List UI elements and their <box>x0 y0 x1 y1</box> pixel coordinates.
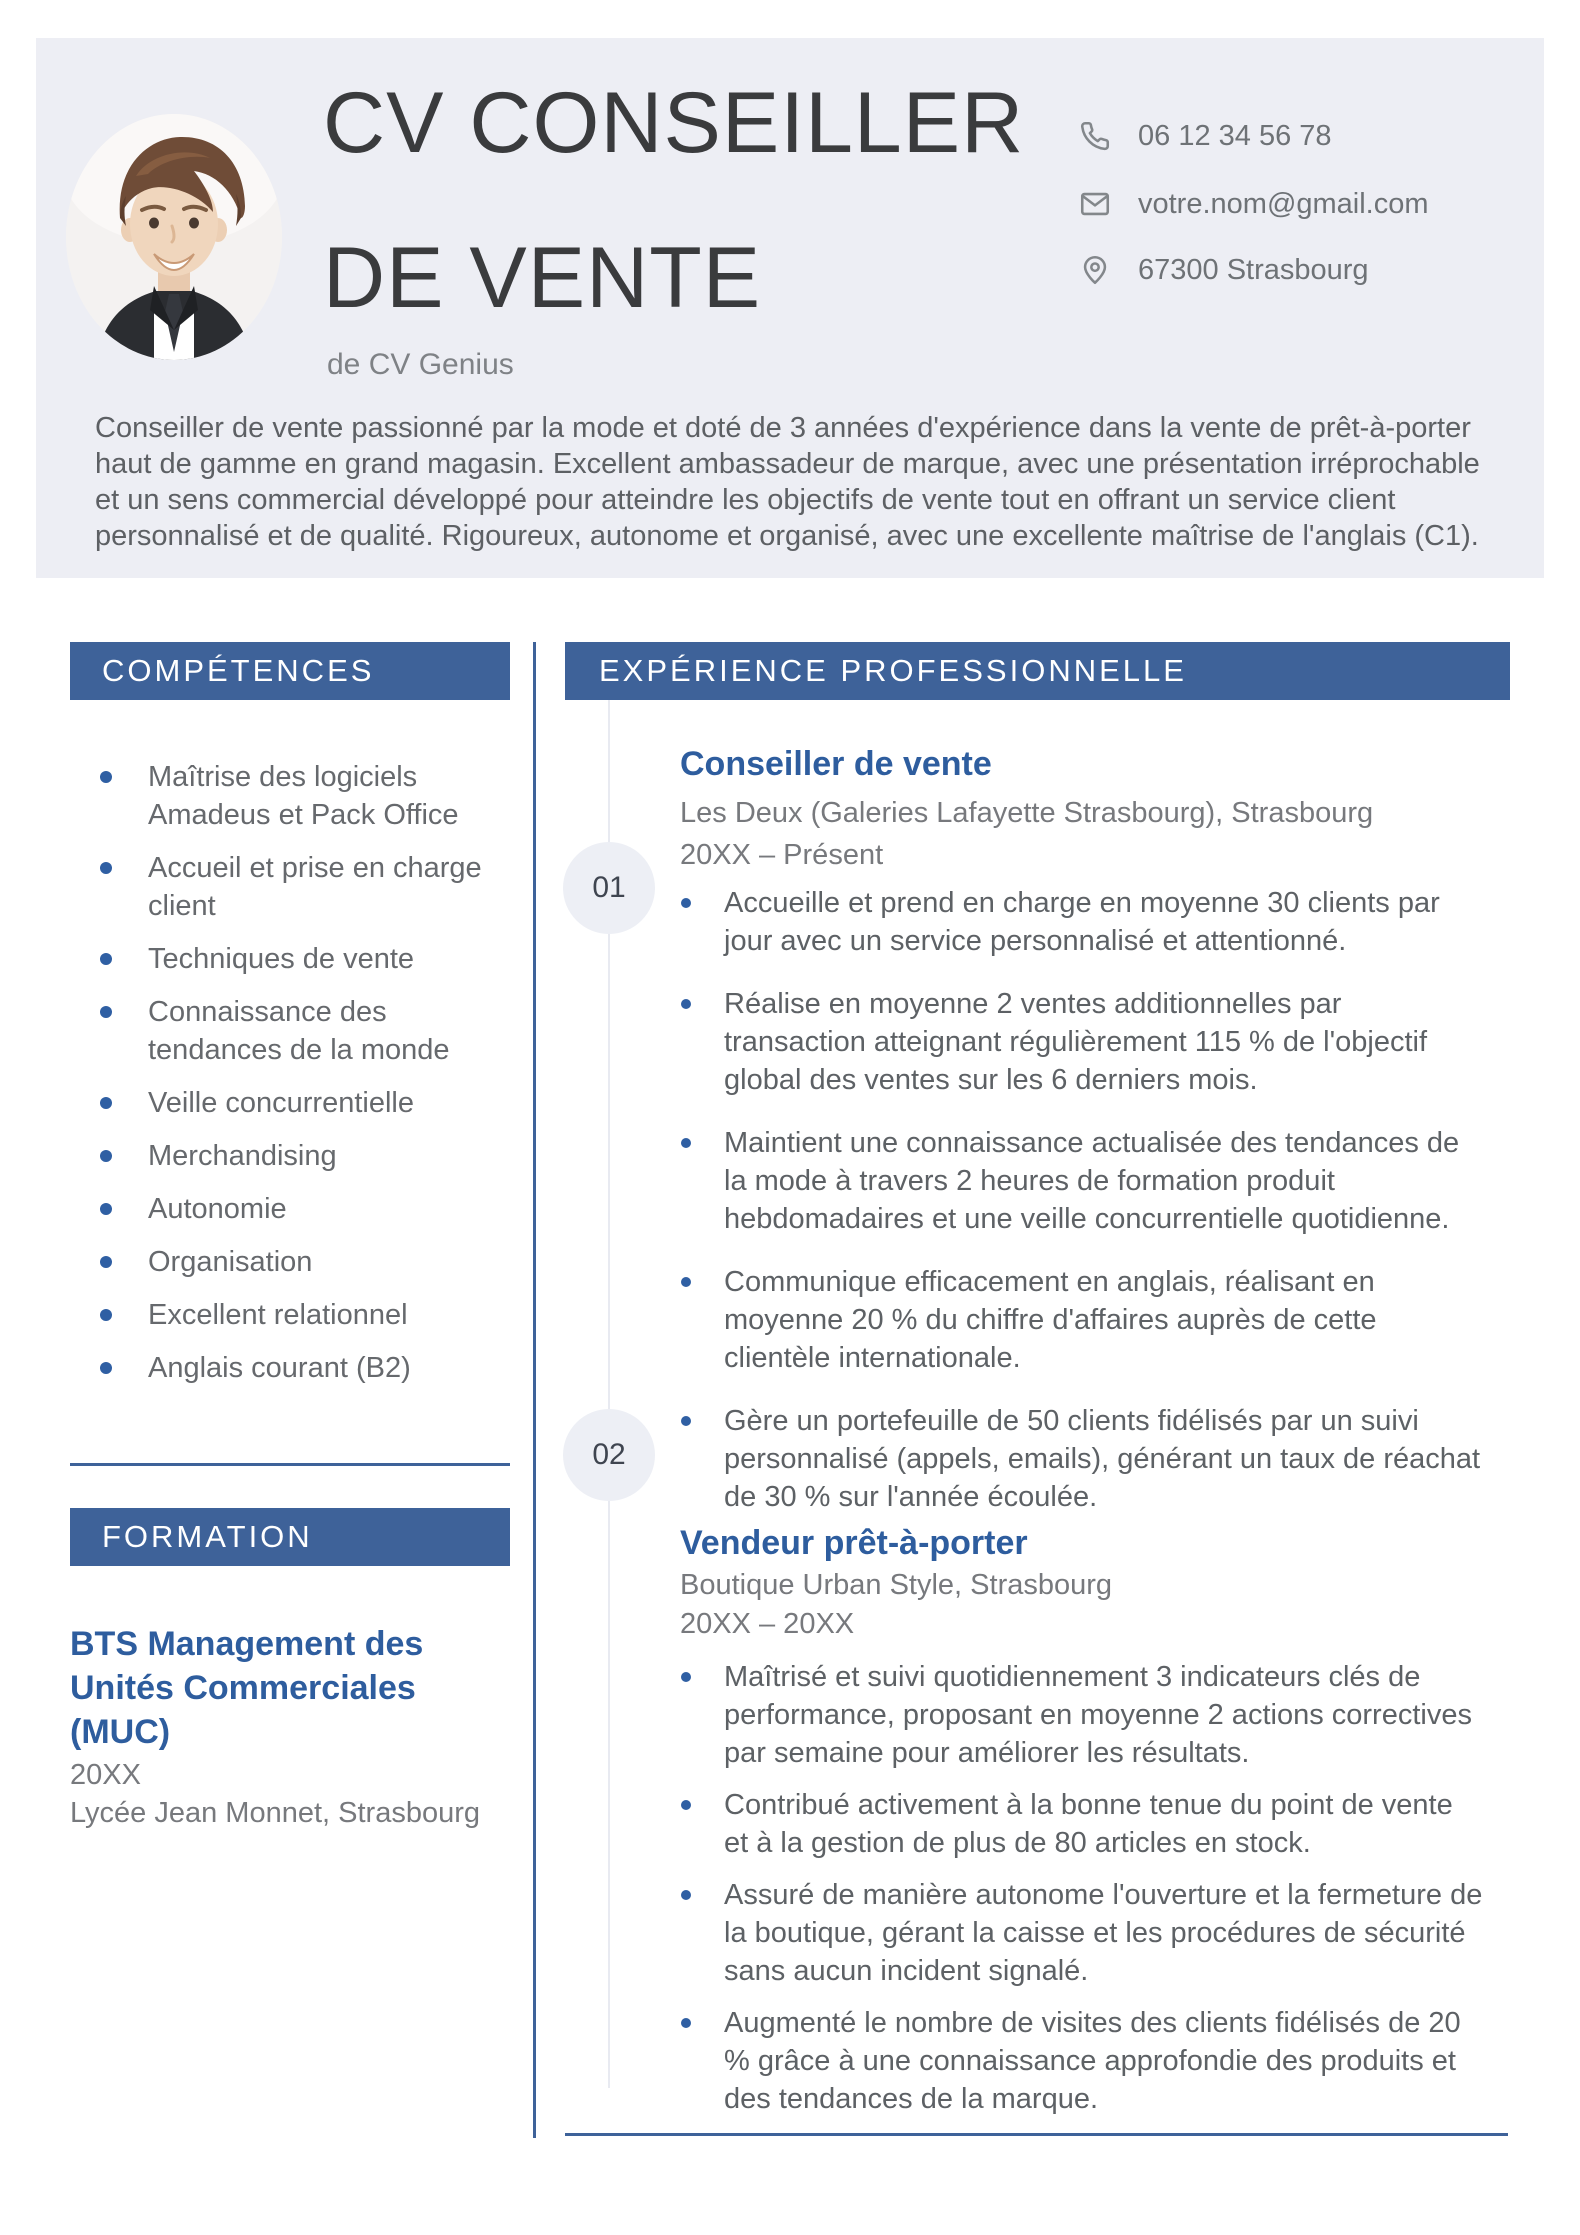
job-bullet-text: Gère un portefeuille de 50 clients fidélisés par un suivi personnalisé (appels, emails), générant un taux de réachat de 30 % sur l'année écoulée. <box>724 1405 1481 1513</box>
bullet-dot-icon <box>681 1800 691 1810</box>
bullet-dot-icon <box>681 1672 691 1682</box>
bullet-dot-icon <box>100 1006 112 1018</box>
page-title-line2: DE VENTE <box>323 230 762 326</box>
skill-label: Anglais courant (B2) <box>148 1352 411 1384</box>
skills-list <box>100 758 492 1387</box>
email-address: votre.nom@gmail.com <box>1138 187 1429 220</box>
bullet-dot-icon <box>681 1416 691 1426</box>
contact-phone-row <box>1078 116 1332 156</box>
bullet-dot-icon <box>681 1277 691 1287</box>
job1-company: Les Deux (Galeries Lafayette Strasbourg), Strasbourg <box>680 797 1374 829</box>
bullet-dot-icon <box>681 999 691 1009</box>
phone-icon <box>1078 119 1112 153</box>
location-pin-icon <box>1078 253 1112 287</box>
bullet-dot-icon <box>100 1256 112 1268</box>
job1-dates: 20XX – Présent <box>680 839 884 871</box>
skill-item <box>100 1296 492 1334</box>
job-bullet-text: Contribué activement à la bonne tenue du point de vente et à la gestion de plus de 80 articles en stock. <box>724 1789 1453 1859</box>
job-bullet-item <box>681 1876 1483 1990</box>
location-text: 67300 Strasbourg <box>1138 253 1369 286</box>
bullet-dot-icon <box>681 1138 691 1148</box>
skill-label: Excellent relationnel <box>148 1299 408 1331</box>
skills-section-header <box>70 642 510 700</box>
experience-section-title: EXPÉRIENCE PROFESSIONNELLE <box>599 653 1187 688</box>
bullet-dot-icon <box>100 1150 112 1162</box>
job2-dates: 20XX – 20XX <box>680 1608 855 1640</box>
job1-bullet-list <box>681 884 1483 1516</box>
profile-summary: Conseiller de vente passionné par la mode et doté de 3 années d'expérience dans la vente de prêt-à-porter haut de gamme en grand magasin. Excellent ambassadeur de marque, avec une présentation irréprochable et un sens commercial développé pour atteindre les objectifs de vente tout en offrant un service client personnalisé et de qualité. Rigoureux, autonome et organisé, avec une excellente maîtrise de l'anglais (C1). <box>95 412 1480 552</box>
formation-divider-line <box>70 1463 510 1466</box>
skill-item <box>100 940 492 978</box>
timeline-step-1-number: 01 <box>592 871 626 904</box>
formation-section-header <box>70 1508 510 1566</box>
job-bullet-item <box>681 884 1483 960</box>
phone-number: 06 12 34 56 78 <box>1138 119 1332 152</box>
experience-bottom-line <box>565 2133 1508 2136</box>
bullet-dot-icon <box>100 1362 112 1374</box>
job-bullet-text: Accueille et prend en charge en moyenne 30 clients par jour avec un service personnalisé et attentionné. <box>724 887 1440 957</box>
job2-bullet-list <box>681 1658 1483 2118</box>
skill-item <box>100 993 492 1069</box>
formation-section-title: FORMATION <box>102 1519 313 1554</box>
page-title-line1: CV CONSEILLER <box>323 75 1025 171</box>
contact-email-row <box>1078 184 1429 224</box>
job-bullet-text: Réalise en moyenne 2 ventes additionnelles par transaction atteignant régulièrement 115 % de l'objectif global des ventes sur les 6 derniers mois. <box>724 988 1428 1096</box>
job-bullet-text: Maîtrisé et suivi quotidiennement 3 indicateurs clés de performance, proposant en moyenne 2 actions correctives par semaine pour améliorer les résultats. <box>724 1661 1472 1769</box>
timeline-step-2 <box>563 1409 655 1501</box>
skill-item <box>100 1137 492 1175</box>
timeline-step-1 <box>563 842 655 934</box>
profile-photo-illustration <box>66 114 282 360</box>
bullet-dot-icon <box>100 953 112 965</box>
skill-label: Techniques de vente <box>148 943 415 975</box>
bullet-dot-icon <box>100 1097 112 1109</box>
bullet-dot-icon <box>681 898 691 908</box>
bullet-dot-icon <box>681 1890 691 1900</box>
bullet-dot-icon <box>100 771 112 783</box>
job-bullet-item <box>681 1263 1483 1377</box>
job1-title: Conseiller de vente <box>680 745 992 783</box>
bullet-dot-icon <box>100 1203 112 1215</box>
job-bullet-item <box>681 1402 1483 1516</box>
job-bullet-text: Assuré de manière autonome l'ouverture et la fermeture de la boutique, gérant la caisse et les procédures de sécurité sans aucun incident signalé. <box>724 1879 1483 1987</box>
bullet-dot-icon <box>100 1309 112 1321</box>
page-subtitle: de CV Genius <box>327 348 514 381</box>
degree-school: Lycée Jean Monnet, Strasbourg <box>70 1797 481 1829</box>
skill-item <box>100 849 492 925</box>
skill-label: Connaissance des tendances de la monde <box>148 996 450 1066</box>
degree-title: BTS Management des Unités Commerciales (MUC) <box>70 1625 424 1751</box>
degree-year: 20XX <box>70 1759 141 1791</box>
skill-item <box>100 1084 492 1122</box>
timeline-step-2-number: 02 <box>592 1438 626 1471</box>
bullet-dot-icon <box>681 2018 691 2028</box>
profile-photo <box>66 114 282 360</box>
job-bullet-item <box>681 1786 1483 1862</box>
bullet-dot-icon <box>100 862 112 874</box>
skill-label: Maîtrise des logiciels Amadeus et Pack Office <box>148 761 459 831</box>
job-bullet-item <box>681 985 1483 1099</box>
skill-label: Autonomie <box>148 1193 287 1225</box>
experience-section-header <box>565 642 1510 700</box>
skill-label: Veille concurrentielle <box>148 1087 414 1119</box>
skill-item <box>100 1349 492 1387</box>
job-bullet-item <box>681 1658 1483 1772</box>
skill-item <box>100 758 492 834</box>
skills-section-title: COMPÉTENCES <box>102 653 375 688</box>
job-bullet-text: Maintient une connaissance actualisée des tendances de la mode à travers 2 heures de formation produit hebdomadaires et une veille concurrentielle quotidienne. <box>724 1127 1460 1235</box>
skill-item <box>100 1190 492 1228</box>
job-bullet-item <box>681 2004 1483 2118</box>
skill-label: Merchandising <box>148 1140 337 1172</box>
skill-label: Accueil et prise en charge client <box>148 852 482 922</box>
job-bullet-item <box>681 1124 1483 1238</box>
job-bullet-text: Communique efficacement en anglais, réalisant en moyenne 20 % du chiffre d'affaires auprès de cette clientèle internationale. <box>724 1266 1377 1374</box>
job2-company: Boutique Urban Style, Strasbourg <box>680 1569 1113 1601</box>
contact-location-row <box>1078 250 1369 290</box>
job2-title: Vendeur prêt-à-porter <box>680 1524 1028 1562</box>
job-bullet-text: Augmenté le nombre de visites des clients fidélisés de 20 % grâce à une connaissance approfondie des produits et des tendances de la marque. <box>724 2007 1461 2115</box>
column-divider-line <box>533 642 536 2138</box>
skill-label: Organisation <box>148 1246 313 1278</box>
skill-item <box>100 1243 492 1281</box>
mail-icon <box>1078 187 1112 221</box>
